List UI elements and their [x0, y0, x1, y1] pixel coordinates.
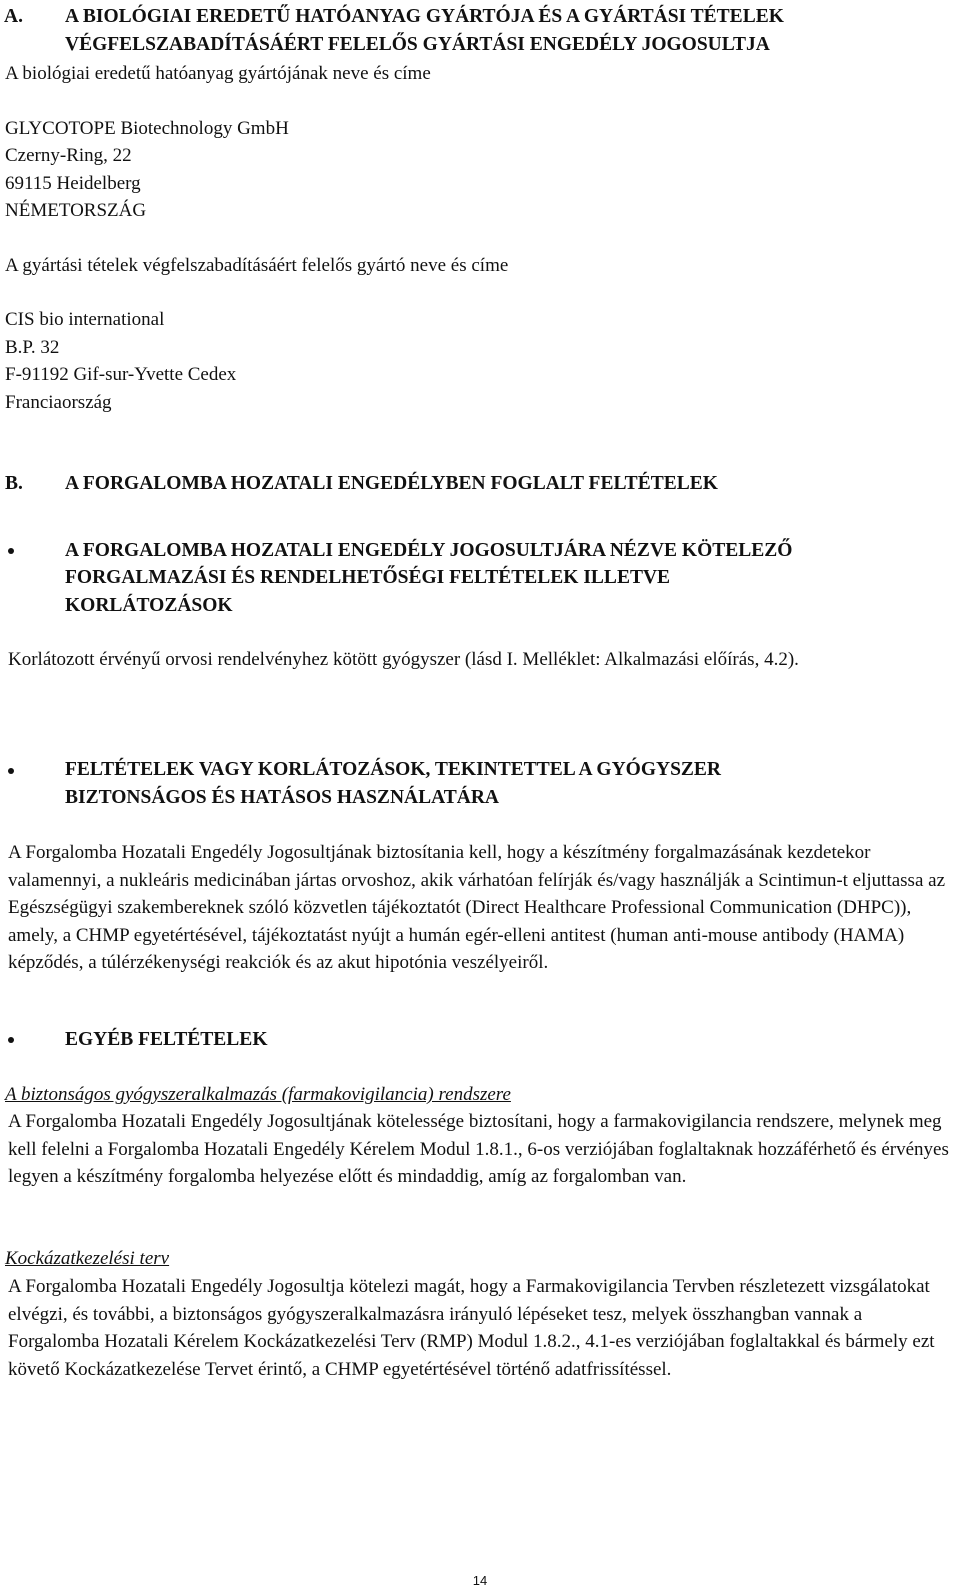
bullet1-title-line1: A FORGALOMBA HOZATALI ENGEDÉLY JOGOSULTJÁRA NÉZVE KÖTELEZŐ: [65, 540, 793, 561]
section-a-title-line2: VÉGFELSZABADÍTÁSÁÉRT FELELŐS GYÁRTÁSI ENGEDÉLY JOGOSULTJA: [65, 34, 770, 55]
page-number: 14: [472, 1573, 488, 1588]
prescription-status-text: Korlátozott érvényű orvosi rendelvényhez kötött gyógyszer (lásd I. Melléklet: Alkalmazási előírás, 4.2).: [8, 649, 799, 670]
batch-release-heading: A gyártási tételek végfelszabadításáért felelős gyártó neve és címe: [5, 255, 509, 276]
bullet2-title-line2: BIZTONSÁGOS ÉS HATÁSOS HASZNÁLATÁRA: [65, 787, 499, 808]
batch-address-line: F-91192 Gif-sur-Yvette Cedex: [5, 364, 237, 385]
bio-address-line: Czerny-Ring, 22: [5, 145, 132, 166]
bio-manufacturer-heading: A biológiai eredetű hatóanyag gyártójának neve és címe: [5, 63, 431, 84]
bullet1-title-line3: KORLÁTOZÁSOK: [65, 595, 233, 616]
bullet-marker: [8, 548, 14, 554]
bio-address-line: GLYCOTOPE Biotechnology GmbH: [5, 118, 289, 139]
pharmacovigilance-heading: A biztonságos gyógyszeralkalmazás (farmakovigilancia) rendszere: [5, 1084, 511, 1105]
bullet-marker: [8, 768, 14, 774]
bullet-marker: [8, 1037, 14, 1043]
batch-address-line: CIS bio international: [5, 309, 165, 330]
pharmacovigilance-text: A Forgalomba Hozatali Engedély Jogosultjának kötelessége biztosítani, hogy a farmakovigilancia rendszere, melynek meg kell felelni a Forgalomba Hozatali Engedély Kérelem Modul 1.8.1., 6-os verziójában foglaltaknak hozzáférhető és érvényes legyen a készítmény forgalomba helyezése előtt és mindaddig, amíg az forgalomban van.: [8, 1111, 949, 1187]
section-a-letter: A.: [4, 6, 23, 27]
section-a-title-line1: A BIOLÓGIAI EREDETŰ HATÓANYAG GYÁRTÓJA ÉS A GYÁRTÁSI TÉTELEK: [65, 6, 784, 27]
bio-address-line: NÉMETORSZÁG: [5, 200, 147, 221]
batch-address-line: B.P. 32: [5, 337, 60, 358]
bullet3-title: EGYÉB FELTÉTELEK: [65, 1029, 268, 1050]
bullet2-title-line1: FELTÉTELEK VAGY KORLÁTOZÁSOK, TEKINTETTEL A GYÓGYSZER: [65, 759, 722, 780]
risk-management-text: A Forgalomba Hozatali Engedély Jogosultja kötelezi magát, hogy a Farmakovigilancia Tervben részletezett vizsgálatokat elvégzi, és további, a biztonságos gyógyszeralkalmazásra irányuló lépéseket tesz, melyek összhangban vannak a Forgalomba Hozatali Kérelem Kockázatkezelési Terv (RMP) Modul 1.8.2., 4.1-es verziójában foglaltakkal és bármely ezt követő Kockázatkezelése Tervet érintő, a CHMP egyetértésével történő adatfrissítéssel.: [8, 1276, 935, 1380]
bullet1-title-line2: FORGALMAZÁSI ÉS RENDELHETŐSÉGI FELTÉTELEK ILLETVE: [65, 567, 671, 588]
batch-address-line: Franciaország: [5, 392, 112, 413]
safety-conditions-text: A Forgalomba Hozatali Engedély Jogosultjának biztosítania kell, hogy a készítmény forgalmazásának kezdetekor valamennyi, a nukleáris medicinában jártas orvoshoz, akik várhatóan felírják és/vagy használják a Scintimun-t eljuttassa az Egészségügyi szakembereknek szóló közvetlen tájékoztatót (Direct Healthcare Professional Communication (DHPC)), amely, a CHMP egyetértésével, tájékoztatást nyújt a humán egér-elleni antitest (human anti-mouse antibody (HAMA) képződés, a túlérzékenységi reakciók és az akut hipotónia veszélyeiről.: [8, 842, 946, 973]
bio-address-line: 69115 Heidelberg: [5, 173, 141, 194]
section-b-title: A FORGALOMBA HOZATALI ENGEDÉLYBEN FOGLALT FELTÉTELEK: [65, 473, 718, 494]
section-b-letter: B.: [5, 473, 23, 494]
risk-management-heading: Kockázatkezelési terv: [5, 1248, 170, 1269]
